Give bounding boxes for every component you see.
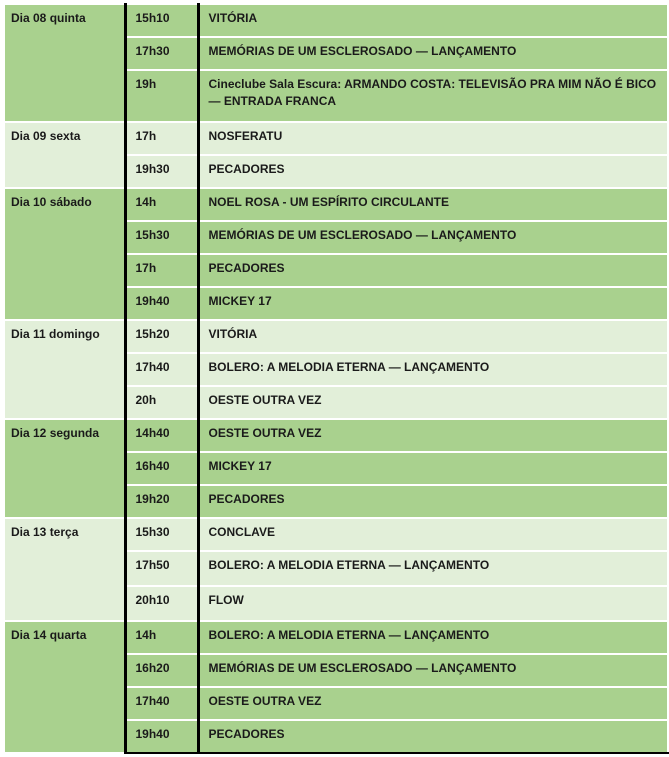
day-label: Dia 09 sexta	[4, 122, 125, 188]
session-film: MEMÓRIAS DE UM ESCLEROSADO — LANÇAMENTO	[198, 37, 668, 70]
session-time: 16h40	[125, 452, 198, 485]
table-row	[4, 621, 668, 654]
session-film: CONCLAVE	[198, 518, 668, 551]
session-film: MICKEY 17	[198, 452, 668, 485]
session-time: 19h40	[125, 287, 198, 320]
session-time: 14h	[125, 188, 198, 221]
session-film: MEMÓRIAS DE UM ESCLEROSADO — LANÇAMENTO	[198, 654, 668, 687]
day-label: Dia 12 segunda	[4, 419, 125, 518]
session-film: PECADORES	[198, 720, 668, 753]
session-film: MEMÓRIAS DE UM ESCLEROSADO — LANÇAMENTO	[198, 221, 668, 254]
session-time: 17h40	[125, 353, 198, 386]
day-label: Dia 14 quarta	[4, 621, 125, 753]
session-film: BOLERO: A MELODIA ETERNA — LANÇAMENTO	[198, 551, 668, 586]
session-time: 14h40	[125, 419, 198, 452]
session-time: 20h	[125, 386, 198, 419]
session-film: OESTE OUTRA VEZ	[198, 687, 668, 720]
table-row	[4, 122, 668, 155]
session-time: 15h10	[125, 4, 198, 37]
session-film: PECADORES	[198, 485, 668, 518]
session-film: OESTE OUTRA VEZ	[198, 386, 668, 419]
session-film: PECADORES	[198, 155, 668, 188]
table-row	[4, 320, 668, 353]
session-film: Cineclube Sala Escura: ARMANDO COSTA: TELEVISÃO PRA MIM NÃO É BICO — ENTRADA FRANCA	[198, 70, 668, 122]
session-film: NOEL ROSA - UM ESPÍRITO CIRCULANTE	[198, 188, 668, 221]
schedule-body	[4, 4, 668, 753]
table-row	[4, 518, 668, 551]
session-time: 19h30	[125, 155, 198, 188]
session-time: 19h40	[125, 720, 198, 753]
session-film: NOSFERATU	[198, 122, 668, 155]
session-time: 17h40	[125, 687, 198, 720]
session-time: 15h20	[125, 320, 198, 353]
session-time: 17h	[125, 254, 198, 287]
session-time: 14h	[125, 621, 198, 654]
session-film: MICKEY 17	[198, 287, 668, 320]
session-film: BOLERO: A MELODIA ETERNA — LANÇAMENTO	[198, 621, 668, 654]
session-time: 15h30	[125, 518, 198, 551]
session-time: 17h30	[125, 37, 198, 70]
session-time: 16h20	[125, 654, 198, 687]
session-film: VITÓRIA	[198, 320, 668, 353]
table-row	[4, 419, 668, 452]
day-label: Dia 13 terça	[4, 518, 125, 621]
session-film: PECADORES	[198, 254, 668, 287]
table-row	[4, 4, 668, 37]
session-time: 15h30	[125, 221, 198, 254]
schedule-table	[3, 3, 669, 754]
table-row	[4, 188, 668, 221]
session-film: BOLERO: A MELODIA ETERNA — LANÇAMENTO	[198, 353, 668, 386]
session-time: 19h	[125, 70, 198, 122]
session-film: VITÓRIA	[198, 4, 668, 37]
day-label: Dia 10 sábado	[4, 188, 125, 320]
session-film: FLOW	[198, 586, 668, 621]
session-time: 20h10	[125, 586, 198, 621]
day-label: Dia 11 domingo	[4, 320, 125, 419]
day-label: Dia 08 quinta	[4, 4, 125, 122]
session-time: 17h50	[125, 551, 198, 586]
session-time: 17h	[125, 122, 198, 155]
session-film: OESTE OUTRA VEZ	[198, 419, 668, 452]
session-time: 19h20	[125, 485, 198, 518]
